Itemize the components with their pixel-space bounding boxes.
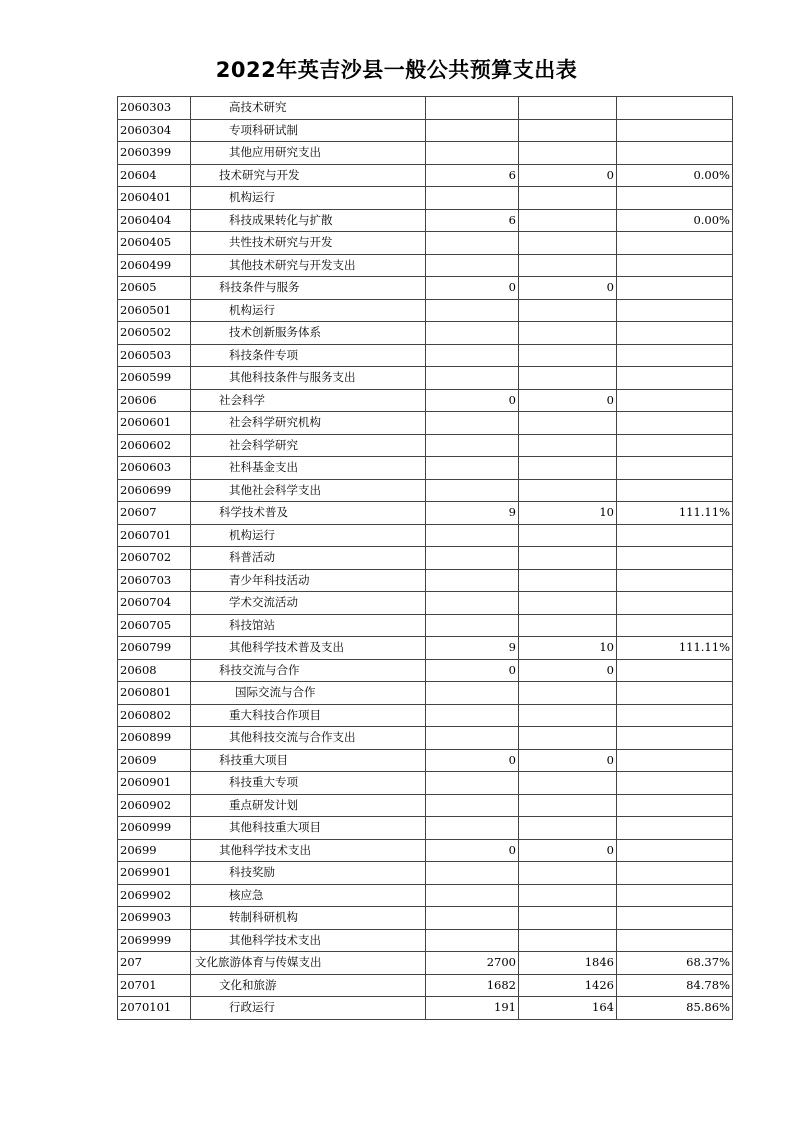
table-row: [118, 704, 733, 727]
table-row: [118, 209, 733, 232]
table-row: [118, 839, 733, 862]
row-item-name: 社会科学研究机构: [191, 412, 426, 435]
row-percentage: 0.00%: [617, 209, 733, 232]
table-row: [118, 952, 733, 975]
row-actual-value: 1426: [519, 974, 617, 997]
row-budget-value: 6: [426, 209, 519, 232]
row-code: 2060901: [118, 772, 191, 795]
row-budget-value: 0: [426, 659, 519, 682]
row-percentage: 111.11%: [617, 502, 733, 525]
row-percentage: [617, 682, 733, 705]
table-row: [118, 277, 733, 300]
row-item-name: 技术研究与开发: [191, 164, 426, 187]
row-item-name: 科技条件专项: [191, 344, 426, 367]
row-code: 20604: [118, 164, 191, 187]
row-actual-value: [519, 209, 617, 232]
row-percentage: [617, 322, 733, 345]
row-code: 20701: [118, 974, 191, 997]
row-code: 20607: [118, 502, 191, 525]
table-row: [118, 862, 733, 885]
table-row: [118, 592, 733, 615]
row-item-name: 其他技术研究与开发支出: [191, 254, 426, 277]
row-item-name: 科技成果转化与扩散: [191, 209, 426, 232]
table-row: [118, 232, 733, 255]
row-percentage: 68.37%: [617, 952, 733, 975]
row-actual-value: [519, 592, 617, 615]
row-item-name: 科技交流与合作: [191, 659, 426, 682]
row-actual-value: [519, 254, 617, 277]
row-code: 2060802: [118, 704, 191, 727]
table-row: [118, 187, 733, 210]
row-percentage: [617, 929, 733, 952]
row-code: 2060503: [118, 344, 191, 367]
row-budget-value: [426, 254, 519, 277]
row-item-name: 技术创新服务体系: [191, 322, 426, 345]
row-percentage: [617, 569, 733, 592]
row-actual-value: [519, 457, 617, 480]
row-code: 2060799: [118, 637, 191, 660]
row-percentage: [617, 97, 733, 120]
row-budget-value: [426, 412, 519, 435]
row-code: 2069902: [118, 884, 191, 907]
table-row: [118, 457, 733, 480]
table-row: [118, 884, 733, 907]
row-item-name: 文化和旅游: [191, 974, 426, 997]
row-actual-value: 10: [519, 637, 617, 660]
row-code: 2060902: [118, 794, 191, 817]
row-code: 2060303: [118, 97, 191, 120]
row-percentage: [617, 344, 733, 367]
row-item-name: 重大科技合作项目: [191, 704, 426, 727]
row-actual-value: [519, 232, 617, 255]
row-actual-value: [519, 524, 617, 547]
table-row: [118, 344, 733, 367]
row-actual-value: [519, 344, 617, 367]
row-percentage: [617, 862, 733, 885]
table-row: [118, 299, 733, 322]
row-code: 2060899: [118, 727, 191, 750]
row-percentage: [617, 434, 733, 457]
row-percentage: [617, 299, 733, 322]
row-budget-value: [426, 187, 519, 210]
row-percentage: [617, 277, 733, 300]
row-item-name: 其他科学技术支出: [191, 839, 426, 862]
row-code: 2060702: [118, 547, 191, 570]
row-budget-value: [426, 299, 519, 322]
row-item-name: 科普活动: [191, 547, 426, 570]
row-percentage: [617, 119, 733, 142]
table-row: [118, 929, 733, 952]
row-actual-value: [519, 727, 617, 750]
row-percentage: [617, 479, 733, 502]
row-percentage: [617, 794, 733, 817]
table-row: [118, 907, 733, 930]
table-row: [118, 412, 733, 435]
row-budget-value: 2700: [426, 952, 519, 975]
row-percentage: [617, 457, 733, 480]
row-item-name: 高技术研究: [191, 97, 426, 120]
row-budget-value: 191: [426, 997, 519, 1020]
row-budget-value: [426, 97, 519, 120]
row-budget-value: [426, 592, 519, 615]
row-code: 2069999: [118, 929, 191, 952]
row-percentage: [617, 232, 733, 255]
row-percentage: [617, 142, 733, 165]
row-actual-value: 0: [519, 839, 617, 862]
row-budget-value: [426, 884, 519, 907]
table-row: [118, 974, 733, 997]
row-item-name: 社科基金支出: [191, 457, 426, 480]
row-item-name: 专项科研试制: [191, 119, 426, 142]
row-actual-value: 1846: [519, 952, 617, 975]
row-budget-value: [426, 682, 519, 705]
row-budget-value: [426, 367, 519, 390]
row-code: 2060401: [118, 187, 191, 210]
row-percentage: 111.11%: [617, 637, 733, 660]
row-item-name: 国际交流与合作: [191, 682, 426, 705]
row-budget-value: [426, 907, 519, 930]
row-item-name: 科技重大项目: [191, 749, 426, 772]
row-code: 2060705: [118, 614, 191, 637]
row-item-name: 机构运行: [191, 299, 426, 322]
page-title: 2022年英吉沙县一般公共预算支出表: [215, 58, 578, 82]
row-item-name: 其他社会科学支出: [191, 479, 426, 502]
row-percentage: [617, 592, 733, 615]
row-code: 2070101: [118, 997, 191, 1020]
row-percentage: [617, 524, 733, 547]
row-actual-value: [519, 119, 617, 142]
row-percentage: [617, 704, 733, 727]
row-code: 2060405: [118, 232, 191, 255]
row-budget-value: [426, 232, 519, 255]
row-budget-value: 0: [426, 277, 519, 300]
row-item-name: 其他应用研究支出: [191, 142, 426, 165]
row-percentage: [617, 659, 733, 682]
row-actual-value: [519, 569, 617, 592]
table-row: [118, 817, 733, 840]
row-item-name: 青少年科技活动: [191, 569, 426, 592]
row-percentage: [617, 547, 733, 570]
row-percentage: [617, 367, 733, 390]
table-row: [118, 164, 733, 187]
row-code: 2060704: [118, 592, 191, 615]
row-item-name: 科技重大专项: [191, 772, 426, 795]
row-actual-value: [519, 479, 617, 502]
row-code: 2060603: [118, 457, 191, 480]
row-budget-value: [426, 547, 519, 570]
row-code: 2060499: [118, 254, 191, 277]
row-code: 20605: [118, 277, 191, 300]
table-row: [118, 749, 733, 772]
row-percentage: [617, 884, 733, 907]
row-budget-value: 0: [426, 389, 519, 412]
row-percentage: [617, 412, 733, 435]
row-item-name: 转制科研机构: [191, 907, 426, 930]
row-budget-value: [426, 479, 519, 502]
row-code: 20606: [118, 389, 191, 412]
row-budget-value: 9: [426, 502, 519, 525]
row-actual-value: 0: [519, 164, 617, 187]
table-row: [118, 637, 733, 660]
row-percentage: 0.00%: [617, 164, 733, 187]
table-row: [118, 569, 733, 592]
row-budget-value: [426, 862, 519, 885]
row-code: 2060601: [118, 412, 191, 435]
row-budget-value: 0: [426, 839, 519, 862]
row-percentage: [617, 254, 733, 277]
row-actual-value: [519, 772, 617, 795]
row-item-name: 学术交流活动: [191, 592, 426, 615]
row-code: 2069901: [118, 862, 191, 885]
row-budget-value: 1682: [426, 974, 519, 997]
row-actual-value: [519, 142, 617, 165]
row-code: 2060999: [118, 817, 191, 840]
table-row: [118, 479, 733, 502]
row-item-name: 科技奖励: [191, 862, 426, 885]
table-row: [118, 997, 733, 1020]
row-actual-value: 164: [519, 997, 617, 1020]
row-budget-value: [426, 817, 519, 840]
row-actual-value: [519, 817, 617, 840]
row-code: 20699: [118, 839, 191, 862]
row-code: 2060602: [118, 434, 191, 457]
row-actual-value: 0: [519, 277, 617, 300]
table-row: [118, 524, 733, 547]
row-actual-value: 0: [519, 389, 617, 412]
row-actual-value: [519, 704, 617, 727]
row-budget-value: 0: [426, 749, 519, 772]
row-percentage: [617, 727, 733, 750]
row-percentage: [617, 817, 733, 840]
row-code: 2060801: [118, 682, 191, 705]
row-budget-value: [426, 457, 519, 480]
table-row: [118, 322, 733, 345]
row-item-name: 其他科技交流与合作支出: [191, 727, 426, 750]
table-row: [118, 119, 733, 142]
table-row: [118, 682, 733, 705]
row-actual-value: 0: [519, 659, 617, 682]
row-budget-value: [426, 322, 519, 345]
row-code: 2060703: [118, 569, 191, 592]
row-item-name: 社会科学: [191, 389, 426, 412]
row-code: 20609: [118, 749, 191, 772]
row-code: 20608: [118, 659, 191, 682]
row-item-name: 科技条件与服务: [191, 277, 426, 300]
row-actual-value: 10: [519, 502, 617, 525]
row-actual-value: [519, 412, 617, 435]
row-item-name: 其他科技重大项目: [191, 817, 426, 840]
table-row: [118, 659, 733, 682]
row-code: 2060701: [118, 524, 191, 547]
row-budget-value: 9: [426, 637, 519, 660]
row-item-name: 共性技术研究与开发: [191, 232, 426, 255]
row-actual-value: [519, 794, 617, 817]
row-percentage: [617, 187, 733, 210]
row-actual-value: [519, 682, 617, 705]
row-code: 2069903: [118, 907, 191, 930]
table-row: [118, 367, 733, 390]
row-actual-value: [519, 614, 617, 637]
table-row: [118, 97, 733, 120]
row-budget-value: [426, 569, 519, 592]
row-budget-value: [426, 772, 519, 795]
table-row: [118, 772, 733, 795]
row-actual-value: [519, 547, 617, 570]
table-row: [118, 727, 733, 750]
row-item-name: 其他科学技术普及支出: [191, 637, 426, 660]
row-percentage: 84.78%: [617, 974, 733, 997]
row-budget-value: [426, 344, 519, 367]
row-item-name: 文化旅游体育与传媒支出: [191, 952, 426, 975]
row-percentage: [617, 907, 733, 930]
row-percentage: [617, 749, 733, 772]
row-item-name: 社会科学研究: [191, 434, 426, 457]
row-percentage: [617, 389, 733, 412]
row-percentage: 85.86%: [617, 997, 733, 1020]
row-item-name: 科技馆站: [191, 614, 426, 637]
row-item-name: 核应急: [191, 884, 426, 907]
row-item-name: 机构运行: [191, 524, 426, 547]
row-code: 2060399: [118, 142, 191, 165]
row-actual-value: [519, 187, 617, 210]
row-item-name: 重点研发计划: [191, 794, 426, 817]
table-row: [118, 794, 733, 817]
table-row: [118, 502, 733, 525]
row-budget-value: [426, 119, 519, 142]
table-row: [118, 389, 733, 412]
row-actual-value: [519, 299, 617, 322]
row-code: 2060304: [118, 119, 191, 142]
row-item-name: 其他科学技术支出: [191, 929, 426, 952]
row-budget-value: [426, 704, 519, 727]
row-percentage: [617, 839, 733, 862]
row-budget-value: [426, 727, 519, 750]
row-actual-value: [519, 884, 617, 907]
row-code: 2060599: [118, 367, 191, 390]
row-budget-value: [426, 142, 519, 165]
row-actual-value: [519, 862, 617, 885]
row-code: 2060501: [118, 299, 191, 322]
budget-table: [117, 96, 733, 1020]
row-budget-value: [426, 524, 519, 547]
row-actual-value: [519, 97, 617, 120]
row-budget-value: [426, 794, 519, 817]
row-actual-value: [519, 907, 617, 930]
row-actual-value: 0: [519, 749, 617, 772]
table-row: [118, 142, 733, 165]
table-row: [118, 547, 733, 570]
table-row: [118, 254, 733, 277]
row-item-name: 行政运行: [191, 997, 426, 1020]
row-code: 2060699: [118, 479, 191, 502]
row-item-name: 机构运行: [191, 187, 426, 210]
table-row: [118, 434, 733, 457]
row-budget-value: [426, 434, 519, 457]
row-actual-value: [519, 929, 617, 952]
row-code: 2060404: [118, 209, 191, 232]
row-actual-value: [519, 434, 617, 457]
row-percentage: [617, 614, 733, 637]
row-budget-value: [426, 929, 519, 952]
row-percentage: [617, 772, 733, 795]
row-actual-value: [519, 367, 617, 390]
row-code: 2060502: [118, 322, 191, 345]
row-item-name: 科学技术普及: [191, 502, 426, 525]
row-budget-value: 6: [426, 164, 519, 187]
row-budget-value: [426, 614, 519, 637]
row-code: 207: [118, 952, 191, 975]
table-row: [118, 614, 733, 637]
row-actual-value: [519, 322, 617, 345]
row-item-name: 其他科技条件与服务支出: [191, 367, 426, 390]
